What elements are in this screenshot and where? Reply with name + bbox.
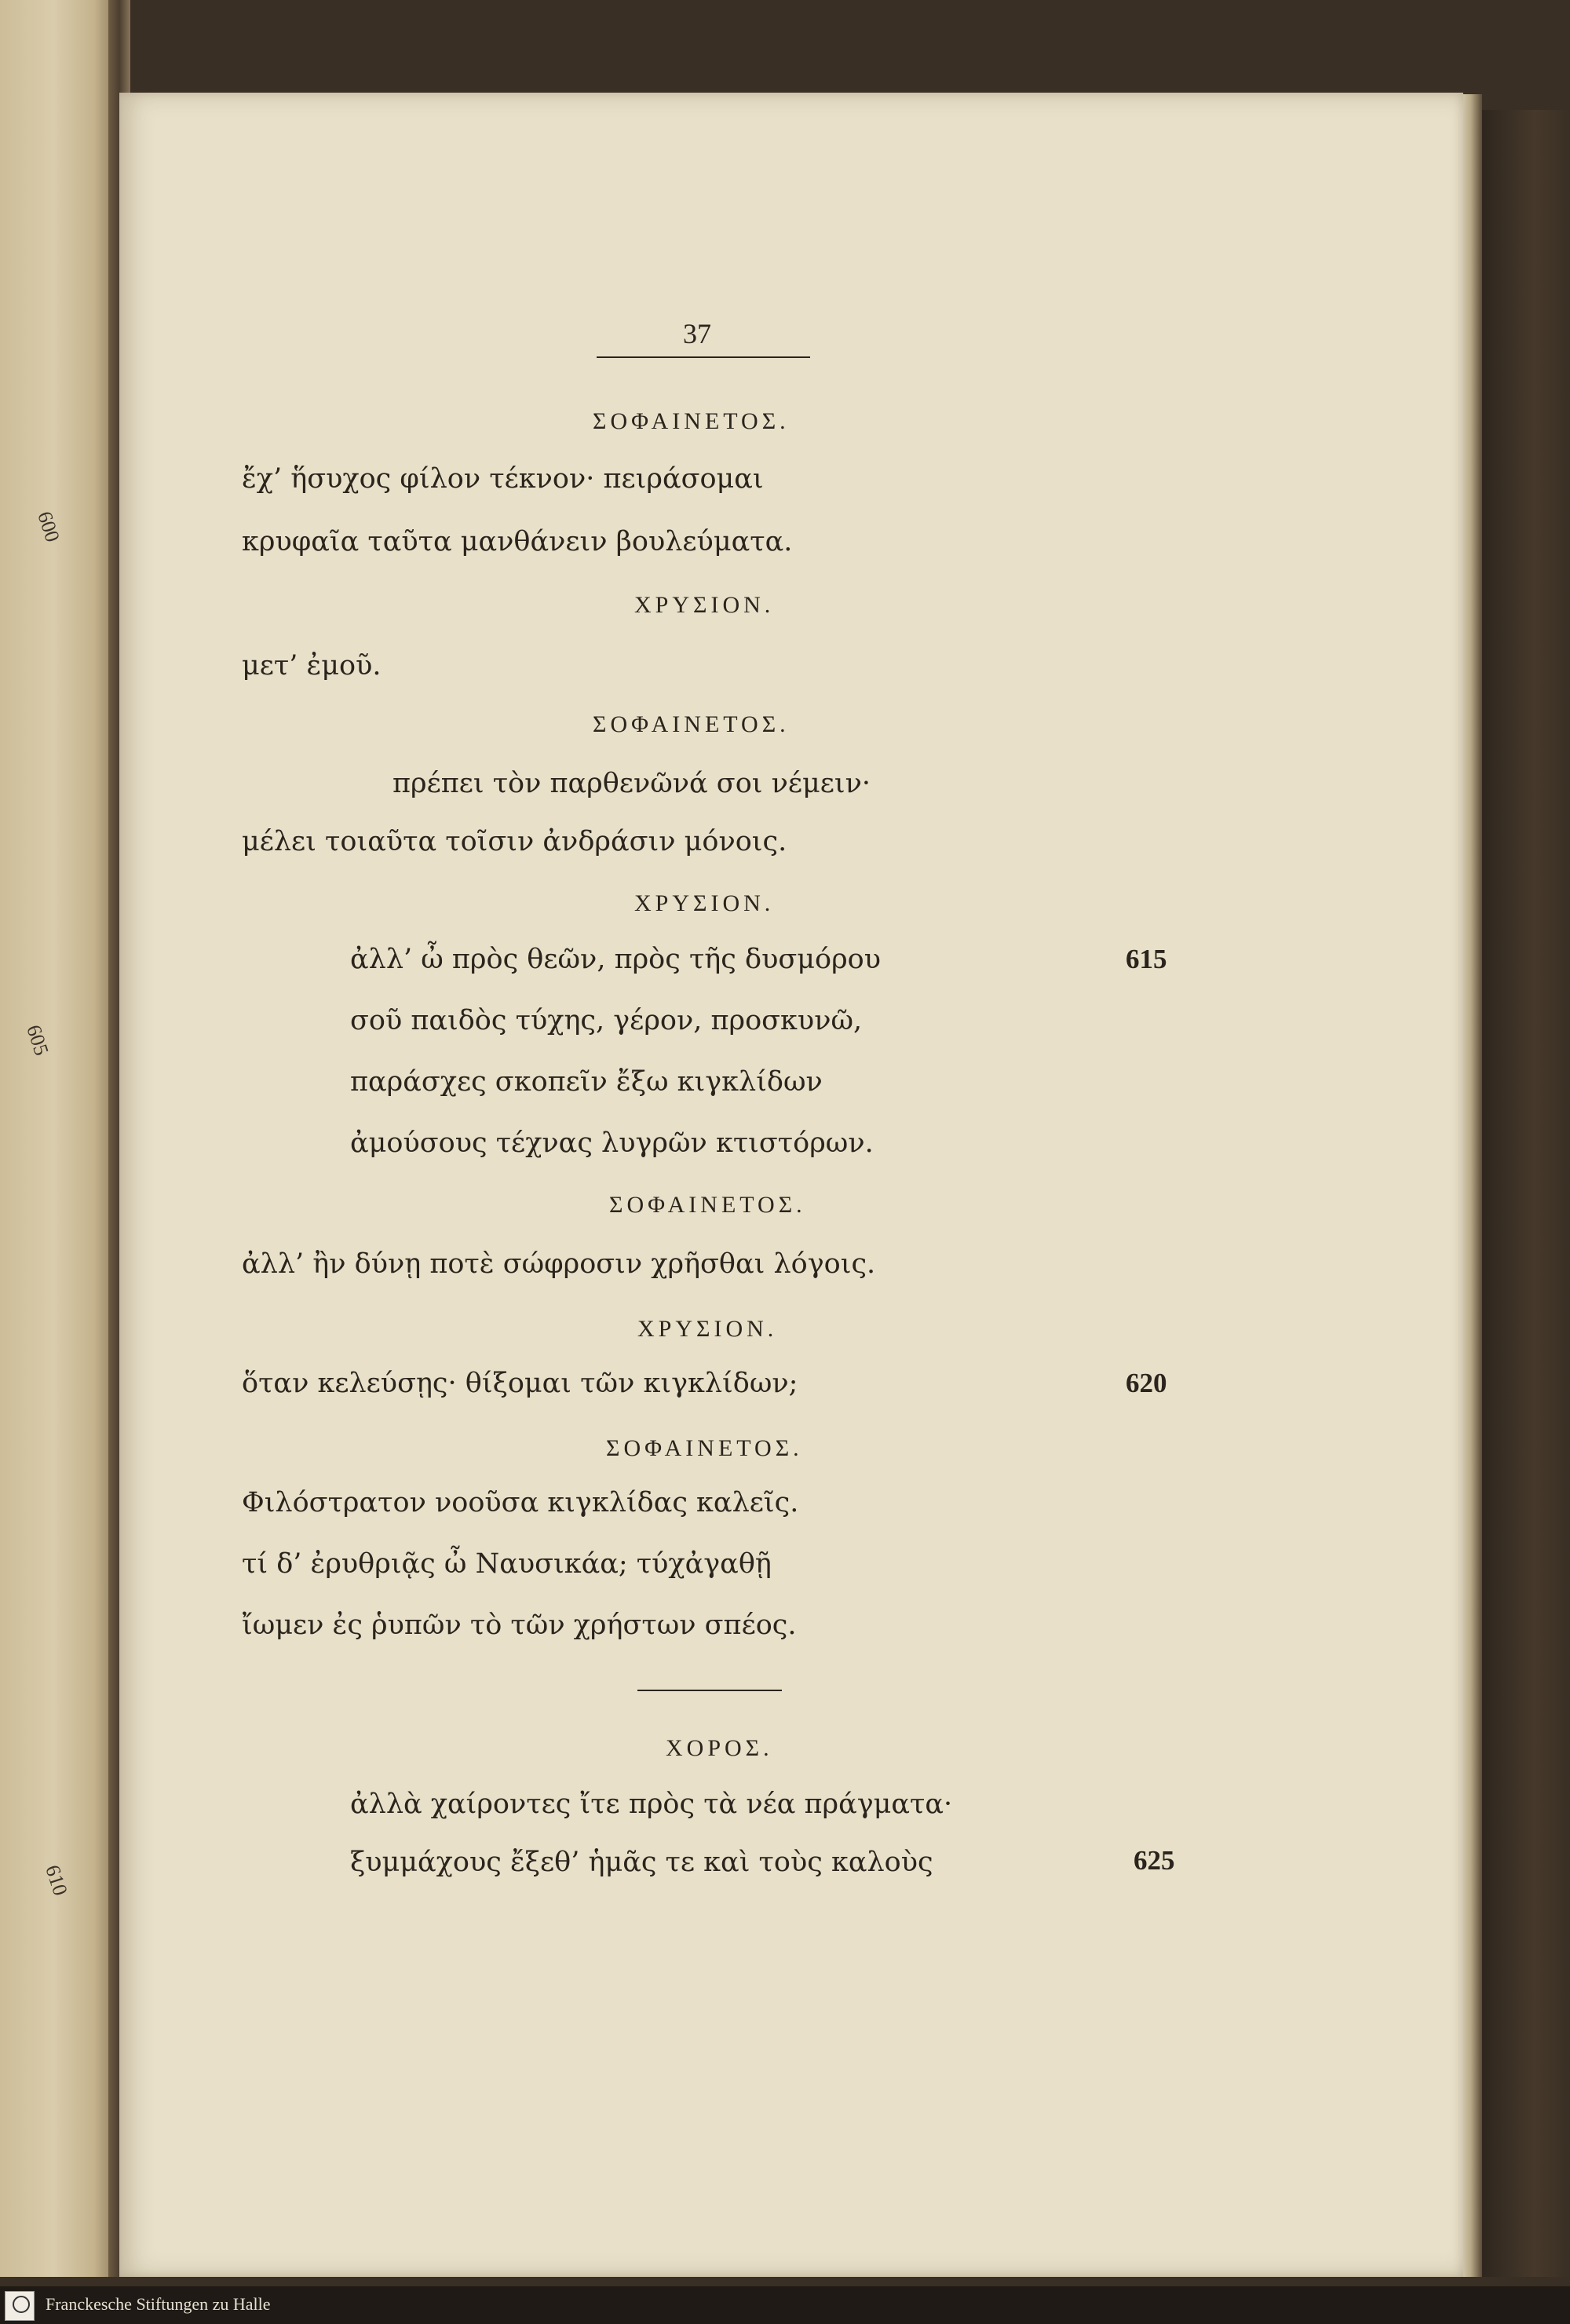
speaker-name: ΧΡΥΣΙΟΝ.: [637, 1316, 778, 1342]
verse-line: ἴωμεν ἐς ῥυπῶν τὸ τῶν χρήστων σπέος.: [242, 1610, 797, 1641]
verse-line: τί δ’ ἐρυθριᾷς ὦ Ναυσικάα; τύχἀγαθῇ: [242, 1548, 772, 1580]
verse-line: μέλει τοιαῦτα τοῖσιν ἀνδράσιν μόνοις.: [242, 826, 787, 857]
speaker-name: ΧΡΥΣΙΟΝ.: [634, 592, 775, 618]
header-rule: [597, 356, 810, 358]
page-number: 37: [683, 318, 711, 349]
verse-line: Φιλόστρατον νοοῦσα κιγκλίδας καλεῖς.: [242, 1487, 799, 1518]
margin-line-number: 610: [41, 1862, 72, 1898]
speaker-name: ΣΟΦΑΙΝΕΤΟΣ.: [609, 1192, 806, 1218]
speaker-name: ΣΟΦΑΙΝΕΤΟΣ.: [593, 711, 790, 737]
verse-line: ἀλλ’ ἢν δύνῃ ποτὲ σώφροσιν χρῆσθαι λόγοις.: [242, 1248, 876, 1280]
section-divider: [637, 1690, 782, 1691]
footer-bar: [0, 2286, 1570, 2324]
verse-line: ἔχ’ ἥσυχος φίλον τέκνον· πειράσομαι: [242, 463, 764, 495]
verse-line: μετ’ ἐμοῦ.: [242, 650, 382, 681]
book-cover-edge: [1482, 110, 1570, 2277]
line-number: 615: [1126, 944, 1167, 974]
left-facing-page: [0, 0, 118, 2277]
verse-line: ἀλλὰ χαίροντες ἴτε πρὸς τὰ νέα πράγματα·: [350, 1789, 953, 1820]
line-number: 625: [1134, 1845, 1175, 1876]
page-edges: [1463, 94, 1482, 2277]
verse-line: σοῦ παιδὸς τύχης, γέρον, προσκυνῶ,: [350, 1005, 863, 1036]
verse-line: ἀλλ’ ὦ πρὸς θεῶν, πρὸς τῆς δυσμόρου: [350, 944, 881, 975]
verse-line: ἀμούσους τέχνας λυγρῶν κτιστόρων.: [350, 1127, 874, 1159]
line-number: 620: [1126, 1368, 1167, 1398]
book-page: [119, 93, 1463, 2277]
speaker-name: ΣΟΦΑΙΝΕΤΟΣ.: [606, 1435, 803, 1461]
footer-credit: Franckesche Stiftungen zu Halle: [46, 2294, 271, 2314]
verse-line: παράσχες σκοπεῖν ἔξω κιγκλίδων: [350, 1066, 823, 1098]
verse-line: ξυμμάχους ἔξεθ’ ἡμᾶς τε καὶ τοὺς καλοὺς: [350, 1847, 933, 1878]
speaker-name: ΧΡΥΣΙΟΝ.: [634, 890, 775, 916]
verse-line: κρυφαῖα ταῦτα μανθάνειν βουλεύματα.: [242, 526, 793, 557]
verse-line: πρέπει τὸν παρθενῶνά σοι νέμειν·: [392, 768, 871, 799]
verse-line: ὅταν κελεύσῃς· θίξομαι τῶν κιγκλίδων;: [242, 1368, 798, 1399]
speaker-name: ΧΟΡΟΣ.: [666, 1735, 773, 1761]
speaker-name: ΣΟΦΑΙΝΕΤΟΣ.: [593, 408, 790, 434]
institution-logo-icon: [5, 2291, 35, 2321]
margin-line-number: 600: [33, 508, 64, 545]
margin-line-number: 605: [22, 1021, 53, 1058]
